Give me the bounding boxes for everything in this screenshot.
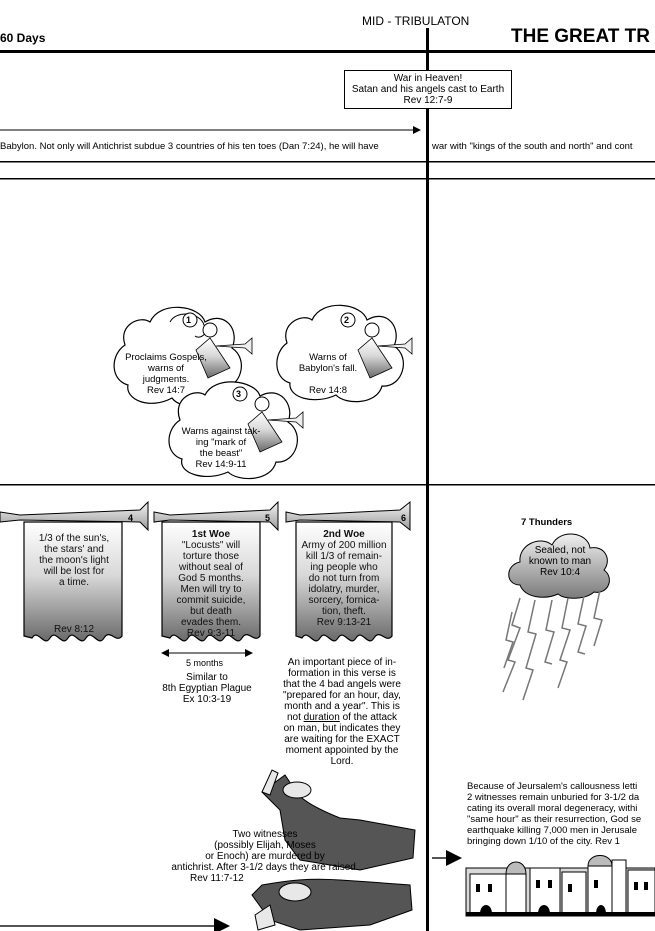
trumpet-4-line: the moon's light bbox=[39, 555, 109, 566]
important-note-line: Lord. bbox=[330, 756, 354, 767]
plague-note-line: Similar to bbox=[186, 672, 228, 683]
angel-1-line: judgments. bbox=[142, 374, 190, 385]
trumpet-6-number: 6 bbox=[401, 513, 407, 523]
angel-3-line: the beast" bbox=[199, 448, 243, 459]
trumpet-5-ref: Rev 9:3-11 bbox=[186, 628, 236, 639]
trumpet-5-line: God 5 months. bbox=[178, 573, 244, 584]
important-note-not: not bbox=[286, 712, 301, 723]
jerusalem-text bbox=[467, 781, 641, 847]
trumpet-6-line: do not turn from bbox=[308, 573, 380, 584]
trumpet-5-line: Men will try to bbox=[180, 584, 242, 595]
witnesses-line: Rev 11:7-12 bbox=[190, 873, 244, 884]
banner-top-divider bbox=[0, 161, 655, 163]
header-left-label: 60 Days bbox=[0, 31, 46, 45]
thunders-line: Sealed, not bbox=[534, 545, 586, 556]
war-box-line-1: War in Heaven! bbox=[393, 73, 463, 84]
important-note-line: that the 4 bad angels were bbox=[283, 679, 401, 690]
angel-3-line: Rev 14:9-11 bbox=[195, 459, 247, 470]
jerusalem-line: earthquake killing 7,000 men in Jerusale bbox=[467, 825, 638, 836]
trumpet-5-line: evades them. bbox=[180, 617, 242, 628]
angel-2-line: Rev 14:8 bbox=[308, 385, 348, 396]
mid-tribulation-line bbox=[426, 28, 429, 931]
witnesses-line: or Enoch) are murdered by bbox=[205, 851, 325, 862]
angel-2-number: 2 bbox=[344, 315, 350, 325]
important-note-line-underlined bbox=[278, 712, 406, 723]
trumpet-4-number: 4 bbox=[128, 513, 134, 523]
jerusalem-city-illustration bbox=[466, 856, 655, 917]
angels-bottom-divider bbox=[0, 484, 655, 486]
important-note-line: on man, but indicates they bbox=[283, 723, 401, 734]
header-divider bbox=[0, 50, 655, 53]
thunders-title: 7 Thunders bbox=[521, 517, 573, 528]
trumpet-6-ref: Rev 9:13-21 bbox=[316, 617, 372, 628]
angel-2-line: Babylon's fall. bbox=[298, 363, 358, 374]
important-note bbox=[278, 657, 406, 767]
trumpet-4-ref: Rev 8:12 bbox=[53, 624, 95, 635]
trumpet-5-number: 5 bbox=[265, 513, 271, 523]
jerusalem-line: bringing down 1/10 of the city. Rev 1 bbox=[467, 836, 620, 847]
banner-right-text: war with "kings of the south and north" and cont bbox=[432, 141, 633, 152]
important-note-attack: of the attack bbox=[342, 712, 398, 723]
witness-figure-lower bbox=[252, 879, 412, 930]
angel-3-line: Warns against tak- bbox=[181, 426, 261, 437]
angel-2-line: Warns of bbox=[309, 352, 347, 363]
angel-1-line: warns of bbox=[148, 363, 184, 374]
trumpet-6-line: tion, theft. bbox=[322, 606, 366, 617]
important-note-line: An important piece of in- bbox=[287, 657, 397, 668]
war-box-line-3: Rev 12:7-9 bbox=[403, 95, 453, 106]
important-note-line: are waiting for the EXACT bbox=[284, 734, 400, 745]
angel-3-text bbox=[178, 426, 264, 470]
witnesses-text bbox=[160, 829, 370, 884]
jerusalem-line: "same hour" as their resurrection, God se bbox=[467, 814, 642, 825]
trumpet-4-text bbox=[26, 533, 122, 588]
trumpet-6-line: sorcery, fornica- bbox=[308, 595, 380, 606]
trumpet-5-title: 1st Woe bbox=[191, 529, 231, 540]
trumpet-6-line: ing people who bbox=[310, 562, 378, 573]
trumpet-5-text bbox=[162, 529, 260, 639]
trumpet-6-text bbox=[296, 529, 392, 628]
angel-3-line: ing "mark of bbox=[195, 437, 247, 448]
trumpet-5-line: but death bbox=[190, 606, 232, 617]
trumpet-5-line: without seal of bbox=[179, 562, 243, 573]
important-note-line: moment appointed by the bbox=[285, 745, 399, 756]
witnesses-line: (possibly Elijah, Moses bbox=[214, 840, 316, 851]
banner-left-text: Babylon. Not only will Antichrist subdue 3 countries of his ten toes (Dan 7:24), he will have bbox=[0, 141, 379, 152]
important-note-duration: duration bbox=[303, 712, 340, 723]
angel-3-number: 3 bbox=[236, 389, 242, 399]
important-note-line: formation in this verse is bbox=[288, 668, 396, 679]
trumpet-4-line: a time. bbox=[58, 577, 89, 588]
banner-bottom-divider bbox=[0, 178, 655, 180]
five-months-label: 5 months bbox=[186, 658, 224, 668]
trumpet-6-title: 2nd Woe bbox=[323, 529, 365, 540]
jerusalem-line: 2 witnesses remain unburied for 3-1/2 da bbox=[467, 792, 640, 803]
header-mid-tribulation-label: MID - TRIBULATON bbox=[362, 14, 470, 28]
plague-note bbox=[152, 672, 262, 705]
angel-2-line bbox=[288, 374, 368, 385]
war-box-line-2: Satan and his angels cast to Earth bbox=[351, 84, 505, 95]
trumpet-4-line: 1/3 of the sun's, bbox=[38, 533, 110, 544]
important-note-line: "prepared for an hour, day, bbox=[283, 690, 401, 701]
thunders-text bbox=[512, 545, 608, 578]
trumpet-5-line: commit suicide, bbox=[176, 595, 246, 606]
jerusalem-line: cating its overall moral degeneracy, withi bbox=[467, 803, 638, 814]
trumpet-6-line: idolatry, murder, bbox=[308, 584, 380, 595]
witnesses-line: Two witnesses bbox=[232, 829, 298, 840]
war-in-heaven-box bbox=[344, 70, 512, 109]
thunders-line: Rev 10:4 bbox=[539, 567, 581, 578]
trumpet-5-line: "Locusts" will bbox=[181, 540, 241, 551]
angel-1-number: 1 bbox=[186, 315, 192, 325]
angel-1-line: Proclaims Gospels, bbox=[125, 352, 207, 363]
trumpet-4-line: the stars' and bbox=[44, 544, 104, 555]
angel-1-text bbox=[124, 352, 208, 396]
angel-2-text bbox=[288, 352, 368, 396]
jerusalem-line: Because of Jeursalem's callousness letti bbox=[467, 781, 638, 792]
header-great-tribulation-title: THE GREAT TR bbox=[511, 26, 650, 47]
angel-1-line: Rev 14:7 bbox=[146, 385, 186, 396]
plague-note-line: Ex 10:3-19 bbox=[182, 694, 232, 705]
trumpet-5-line: torture those bbox=[182, 551, 240, 562]
trumpet-4-line: will be lost for bbox=[43, 566, 105, 577]
thunders-line: known to man bbox=[528, 556, 592, 567]
trumpet-6-line: Army of 200 million bbox=[301, 540, 387, 551]
plague-note-line: 8th Egyptian Plague bbox=[162, 683, 252, 694]
trumpet-6-line: kill 1/3 of remain- bbox=[305, 551, 383, 562]
important-note-line: month and a year". This is bbox=[284, 701, 400, 712]
witnesses-line: antichrist. After 3-1/2 days they are raised. bbox=[171, 862, 359, 873]
